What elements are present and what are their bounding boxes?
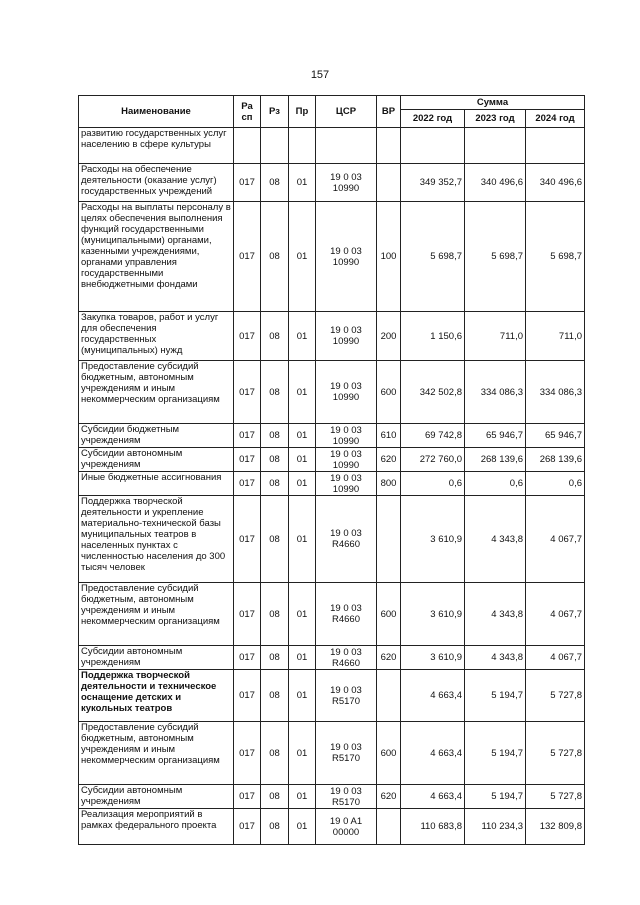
cell-rasp: 017 bbox=[234, 785, 261, 809]
cell-csr: 19 0 03 R5170 bbox=[316, 670, 377, 722]
table-row bbox=[79, 785, 585, 809]
cell-y2023: 5 194,7 bbox=[465, 722, 526, 785]
cell-pr: 01 bbox=[289, 785, 316, 809]
cell-rz: 08 bbox=[261, 646, 289, 670]
cell-y2024: 65 946,7 bbox=[526, 424, 585, 448]
cell-y2024: 5 727,8 bbox=[526, 670, 585, 722]
cell-name: Закупка товаров, работ и услуг для обеспечения государственных (муниципальных) нужд bbox=[79, 312, 234, 361]
cell-csr: 19 0 03 10990 bbox=[316, 312, 377, 361]
cell-name: Предоставление субсидий бюджетным, автономным учреждениям и иным некоммерческим организациям bbox=[79, 361, 234, 424]
cell-y2022: 4 663,4 bbox=[401, 785, 465, 809]
cell-y2022 bbox=[401, 128, 465, 164]
cell-y2024: 711,0 bbox=[526, 312, 585, 361]
cell-y2022: 272 760,0 bbox=[401, 448, 465, 472]
cell-rasp: 017 bbox=[234, 202, 261, 312]
cell-vr bbox=[377, 809, 401, 845]
cell-y2022: 3 610,9 bbox=[401, 583, 465, 646]
cell-y2023: 65 946,7 bbox=[465, 424, 526, 448]
cell-name: Предоставление субсидий бюджетным, автономным учреждениям и иным некоммерческим организациям bbox=[79, 722, 234, 785]
cell-name: Иные бюджетные ассигнования bbox=[79, 472, 234, 496]
cell-name: Расходы на выплаты персоналу в целях обеспечения выполнения функций государственными (муниципальными) органами, казенными учреждениями, органами управления государственными внебюджетными фондами bbox=[79, 202, 234, 312]
cell-y2023: 340 496,6 bbox=[465, 164, 526, 202]
cell-vr bbox=[377, 164, 401, 202]
header-2023: 2023 год bbox=[465, 110, 526, 128]
cell-y2023: 4 343,8 bbox=[465, 496, 526, 583]
cell-pr: 01 bbox=[289, 670, 316, 722]
table-row bbox=[79, 424, 585, 448]
cell-rasp bbox=[234, 128, 261, 164]
cell-vr: 600 bbox=[377, 583, 401, 646]
cell-rz: 08 bbox=[261, 312, 289, 361]
cell-pr: 01 bbox=[289, 312, 316, 361]
cell-rz: 08 bbox=[261, 785, 289, 809]
cell-y2024: 5 727,8 bbox=[526, 722, 585, 785]
cell-y2024: 132 809,8 bbox=[526, 809, 585, 845]
cell-y2022: 3 610,9 bbox=[401, 496, 465, 583]
cell-pr: 01 bbox=[289, 809, 316, 845]
cell-name: Поддержка творческой деятельности и техническое оснащение детских и кукольных театров bbox=[79, 670, 234, 722]
header-vr: ВР bbox=[377, 96, 401, 128]
table-body bbox=[79, 128, 585, 845]
table-row bbox=[79, 496, 585, 583]
cell-rz: 08 bbox=[261, 448, 289, 472]
table-row bbox=[79, 670, 585, 722]
cell-rz: 08 bbox=[261, 809, 289, 845]
cell-pr: 01 bbox=[289, 424, 316, 448]
cell-y2022: 342 502,8 bbox=[401, 361, 465, 424]
table-row bbox=[79, 128, 585, 164]
cell-rz: 08 bbox=[261, 202, 289, 312]
cell-name: Реализация мероприятий в рамках федерального проекта bbox=[79, 809, 234, 845]
cell-y2024: 4 067,7 bbox=[526, 496, 585, 583]
cell-rasp: 017 bbox=[234, 361, 261, 424]
cell-y2023: 334 086,3 bbox=[465, 361, 526, 424]
cell-y2023: 110 234,3 bbox=[465, 809, 526, 845]
header-name: Наименование bbox=[79, 96, 234, 128]
cell-name: Субсидии автономным учреждениям bbox=[79, 785, 234, 809]
table-row bbox=[79, 164, 585, 202]
cell-csr: 19 0 03 R4660 bbox=[316, 646, 377, 670]
cell-vr: 600 bbox=[377, 722, 401, 785]
cell-pr: 01 bbox=[289, 646, 316, 670]
cell-csr: 19 0 03 10990 bbox=[316, 361, 377, 424]
cell-y2022: 4 663,4 bbox=[401, 670, 465, 722]
header-2024: 2024 год bbox=[526, 110, 585, 128]
cell-csr: 19 0 03 R4660 bbox=[316, 583, 377, 646]
cell-csr: 19 0 03 R4660 bbox=[316, 496, 377, 583]
cell-vr: 620 bbox=[377, 785, 401, 809]
cell-y2022: 349 352,7 bbox=[401, 164, 465, 202]
cell-pr: 01 bbox=[289, 164, 316, 202]
cell-name: Расходы на обеспечение деятельности (оказание услуг) государственных учреждений bbox=[79, 164, 234, 202]
cell-y2023: 4 343,8 bbox=[465, 583, 526, 646]
cell-y2023: 5 194,7 bbox=[465, 670, 526, 722]
cell-pr: 01 bbox=[289, 722, 316, 785]
header-rz: Рз bbox=[261, 96, 289, 128]
cell-y2024: 334 086,3 bbox=[526, 361, 585, 424]
cell-pr: 01 bbox=[289, 583, 316, 646]
header-csr: ЦСР bbox=[316, 96, 377, 128]
cell-csr: 19 0 03 10990 bbox=[316, 472, 377, 496]
cell-rasp: 017 bbox=[234, 646, 261, 670]
cell-rasp: 017 bbox=[234, 448, 261, 472]
cell-rz: 08 bbox=[261, 164, 289, 202]
cell-y2022: 3 610,9 bbox=[401, 646, 465, 670]
cell-rasp: 017 bbox=[234, 583, 261, 646]
cell-rz: 08 bbox=[261, 472, 289, 496]
cell-y2024: 268 139,6 bbox=[526, 448, 585, 472]
table-row bbox=[79, 809, 585, 845]
cell-rz bbox=[261, 128, 289, 164]
cell-name: Субсидии автономным учреждениям bbox=[79, 448, 234, 472]
cell-rasp: 017 bbox=[234, 670, 261, 722]
cell-rz: 08 bbox=[261, 496, 289, 583]
cell-y2023: 4 343,8 bbox=[465, 646, 526, 670]
cell-vr: 610 bbox=[377, 424, 401, 448]
cell-csr: 19 0 03 10990 bbox=[316, 202, 377, 312]
cell-y2023: 268 139,6 bbox=[465, 448, 526, 472]
cell-vr: 800 bbox=[377, 472, 401, 496]
cell-pr bbox=[289, 128, 316, 164]
cell-vr: 620 bbox=[377, 646, 401, 670]
cell-rasp: 017 bbox=[234, 809, 261, 845]
cell-csr: 19 0 03 10990 bbox=[316, 164, 377, 202]
cell-y2023: 711,0 bbox=[465, 312, 526, 361]
cell-rz: 08 bbox=[261, 670, 289, 722]
cell-name: Поддержка творческой деятельности и укрепление материально-технической базы муниципальных театров в населенных пунктах с численностью населения до 300 тысяч человек bbox=[79, 496, 234, 583]
cell-rz: 08 bbox=[261, 722, 289, 785]
cell-csr bbox=[316, 128, 377, 164]
cell-vr: 100 bbox=[377, 202, 401, 312]
cell-rz: 08 bbox=[261, 583, 289, 646]
cell-y2022: 69 742,8 bbox=[401, 424, 465, 448]
cell-pr: 01 bbox=[289, 496, 316, 583]
cell-rz: 08 bbox=[261, 361, 289, 424]
cell-vr: 600 bbox=[377, 361, 401, 424]
header-sum: Сумма bbox=[401, 96, 585, 110]
cell-y2024: 4 067,7 bbox=[526, 583, 585, 646]
cell-name: Предоставление субсидий бюджетным, автономным учреждениям и иным некоммерческим организациям bbox=[79, 583, 234, 646]
cell-csr: 19 0 03 10990 bbox=[316, 448, 377, 472]
cell-y2022: 110 683,8 bbox=[401, 809, 465, 845]
header-pr: Пр bbox=[289, 96, 316, 128]
cell-vr bbox=[377, 670, 401, 722]
cell-y2024: 5 727,8 bbox=[526, 785, 585, 809]
table-row bbox=[79, 312, 585, 361]
cell-y2022: 4 663,4 bbox=[401, 722, 465, 785]
table-row bbox=[79, 202, 585, 312]
cell-rasp: 017 bbox=[234, 424, 261, 448]
cell-y2022: 5 698,7 bbox=[401, 202, 465, 312]
cell-rz: 08 bbox=[261, 424, 289, 448]
cell-y2022: 1 150,6 bbox=[401, 312, 465, 361]
cell-rasp: 017 bbox=[234, 722, 261, 785]
cell-csr: 19 0 A1 00000 bbox=[316, 809, 377, 845]
cell-rasp: 017 bbox=[234, 312, 261, 361]
cell-pr: 01 bbox=[289, 202, 316, 312]
cell-y2022: 0,6 bbox=[401, 472, 465, 496]
budget-table bbox=[78, 95, 585, 845]
cell-y2023: 0,6 bbox=[465, 472, 526, 496]
cell-vr: 620 bbox=[377, 448, 401, 472]
cell-vr: 200 bbox=[377, 312, 401, 361]
cell-rasp: 017 bbox=[234, 472, 261, 496]
cell-y2024: 4 067,7 bbox=[526, 646, 585, 670]
cell-y2024: 5 698,7 bbox=[526, 202, 585, 312]
cell-rasp: 017 bbox=[234, 164, 261, 202]
cell-y2023: 5 698,7 bbox=[465, 202, 526, 312]
cell-csr: 19 0 03 R5170 bbox=[316, 785, 377, 809]
cell-y2024: 0,6 bbox=[526, 472, 585, 496]
page-number: 157 bbox=[310, 69, 330, 81]
header-rasp: Ра сп bbox=[234, 96, 261, 128]
cell-y2023 bbox=[465, 128, 526, 164]
cell-vr bbox=[377, 128, 401, 164]
cell-vr bbox=[377, 496, 401, 583]
cell-rasp: 017 bbox=[234, 496, 261, 583]
cell-pr: 01 bbox=[289, 472, 316, 496]
cell-pr: 01 bbox=[289, 448, 316, 472]
header-2022: 2022 год bbox=[401, 110, 465, 128]
cell-name: развитию государственных услуг населению в сфере культуры bbox=[79, 128, 234, 164]
table-row bbox=[79, 583, 585, 646]
cell-y2024 bbox=[526, 128, 585, 164]
cell-y2024: 340 496,6 bbox=[526, 164, 585, 202]
cell-csr: 19 0 03 R5170 bbox=[316, 722, 377, 785]
table-row bbox=[79, 722, 585, 785]
cell-csr: 19 0 03 10990 bbox=[316, 424, 377, 448]
cell-y2023: 5 194,7 bbox=[465, 785, 526, 809]
table-row bbox=[79, 646, 585, 670]
table-row bbox=[79, 472, 585, 496]
table-row bbox=[79, 448, 585, 472]
cell-pr: 01 bbox=[289, 361, 316, 424]
cell-name: Субсидии бюджетным учреждениям bbox=[79, 424, 234, 448]
table-row bbox=[79, 361, 585, 424]
cell-name: Субсидии автономным учреждениям bbox=[79, 646, 234, 670]
